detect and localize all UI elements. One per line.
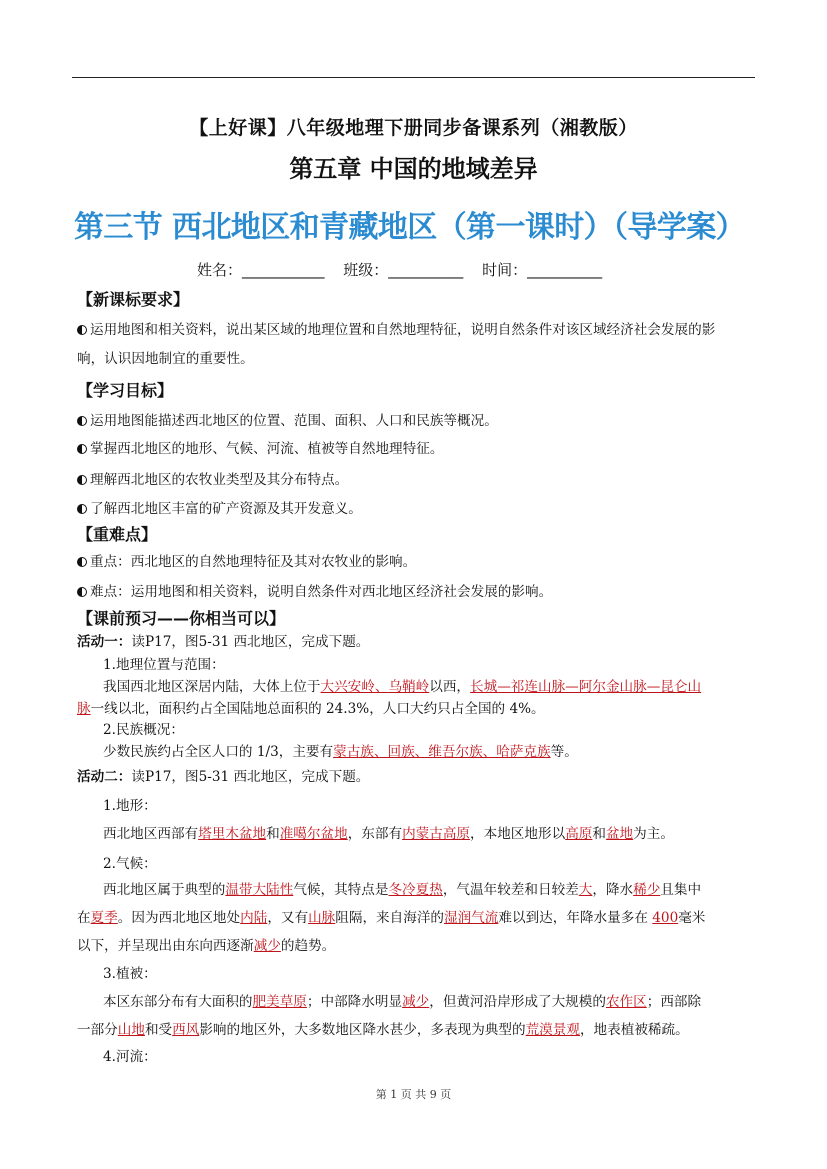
answer-blank: 稀少 bbox=[633, 882, 661, 898]
answer-blank: 湿润气流 bbox=[444, 910, 499, 926]
preview-heading: 【课前预习——你相当可以】 bbox=[77, 609, 286, 628]
line-text: 影响的地区外，大多数地区降水甚少，多表现为典型的 bbox=[199, 1022, 526, 1038]
activity1-location-line: 脉一线以北，面积约占全国陆地总面积的 24.3%，人口大约只占全国的 4%。 bbox=[77, 701, 545, 717]
answer-blank: 荒漠景观 bbox=[525, 1022, 580, 1038]
answer-blank: 脉 bbox=[77, 701, 91, 717]
answer-blank: 高原 bbox=[565, 826, 593, 842]
line-text: 在 bbox=[77, 910, 91, 926]
line-text: 和 bbox=[592, 826, 606, 842]
line-text: 一部分 bbox=[77, 1022, 118, 1038]
line-text: 。因为西北地区地处 bbox=[117, 910, 241, 926]
header-rule bbox=[72, 77, 755, 78]
answer-blank: 内陆 bbox=[240, 910, 268, 926]
curriculum-heading: 【新课标要求】 bbox=[77, 290, 190, 309]
curriculum-line: 运用地图和相关资料，说出某区域的地理位置和自然地理特征，说明自然条件对该区域经济社会发展的影 bbox=[77, 318, 715, 338]
line-text: ，又有 bbox=[267, 910, 309, 926]
answer-blank: 大 bbox=[578, 882, 593, 898]
time-field[interactable]: 时间：__________ bbox=[482, 261, 603, 279]
line-text: 本区东部分布有大面积的 bbox=[103, 994, 253, 1010]
answer-blank: 夏季 bbox=[90, 910, 118, 926]
series-title: 【上好课】八年级地理下册同步备课系列（湘教版） bbox=[189, 117, 638, 139]
page-footer: 第 1 页 共 9 页 bbox=[375, 1088, 452, 1101]
keypoints-heading: 【重难点】 bbox=[77, 525, 158, 544]
bullet-icon bbox=[77, 416, 87, 426]
line-text: ，地表植被稀疏。 bbox=[579, 1022, 689, 1038]
answer-blank: 蒙古族、回族、维吾尔族、哈萨克族 bbox=[333, 744, 551, 760]
activity2-line: 活动二：读P17，图5-31 西北地区，完成下题。 bbox=[77, 769, 370, 785]
answer-blank: 减少 bbox=[402, 994, 430, 1010]
student-info-row bbox=[197, 259, 602, 280]
answer-blank: 准噶尔盆地 bbox=[279, 826, 348, 842]
line-text: ；中部降水明显 bbox=[306, 994, 403, 1010]
answer-blank: 冬冷夏热 bbox=[388, 882, 443, 898]
activity1-sub1-title: 1.地理位置与范围： bbox=[103, 657, 225, 673]
goal-item: 了解西北地区丰富的矿产资源及其开发意义。 bbox=[77, 497, 362, 517]
line-text: 为主。 bbox=[633, 826, 674, 842]
answer-blank: 温带大陆性 bbox=[225, 882, 294, 898]
activity1-location-line: 我国西北地区深居内陆，大体上位于大兴安岭、乌鞘岭以西，长城—祁连山脉—阿尔金山脉—昆仑山 bbox=[103, 679, 702, 695]
activity1-sub2-title: 2.民族概况： bbox=[103, 722, 184, 738]
answer-blank: 山脉 bbox=[308, 910, 336, 926]
line-text: 西北地区属于典型的 bbox=[103, 882, 226, 898]
line-text: 的趋势。 bbox=[280, 938, 336, 954]
chapter-title: 第五章 中国的地域差异 bbox=[289, 155, 538, 183]
answer-blank: 长城—祁连山脉—阿尔金山脉—昆仑山 bbox=[470, 679, 702, 695]
activity2-terrain-title: 1.地形： bbox=[103, 798, 157, 814]
answer-blank: 农作区 bbox=[605, 994, 647, 1010]
answer-blank: 内蒙古高原 bbox=[402, 826, 471, 842]
activity2-climate-line bbox=[77, 912, 705, 926]
goal-item: 运用地图能描述西北地区的位置、范围、面积、人口和民族等概况。 bbox=[77, 409, 498, 429]
line-text: 阻隔，来自海洋的 bbox=[335, 910, 445, 926]
section-title: 第三节 西北地区和青藏地区（第一课时）（导学案） bbox=[74, 210, 746, 245]
activity1-ethnic-line: 少数民族约占全区人口的 1/3，主要有蒙古族、回族、维吾尔族、哈萨克族等。 bbox=[103, 744, 578, 760]
name-field[interactable]: 姓名：___________ bbox=[197, 261, 325, 279]
line-text: ，气温年较差和日较差 bbox=[442, 882, 579, 898]
answer-blank: 盆地 bbox=[605, 826, 634, 842]
activity2-river-title: 4.河流： bbox=[103, 1049, 157, 1065]
line-text: 毫米 bbox=[678, 910, 706, 926]
answer-blank: 大兴安岭、乌鞘岭 bbox=[320, 679, 430, 695]
line-text: 和受 bbox=[144, 1022, 173, 1038]
difficult-point: 难点：运用地图和相关资料，说明自然条件对西北地区经济社会发展的影响。 bbox=[77, 580, 552, 600]
bullet-icon bbox=[77, 325, 87, 335]
activity2-vegetation-line bbox=[77, 1024, 689, 1038]
line-text: 气候，其特点是 bbox=[293, 882, 389, 898]
goal-item: 理解西北地区的农牧业类型及其分布特点。 bbox=[77, 468, 348, 488]
bullet-icon bbox=[77, 557, 87, 567]
activity1-line: 活动一：读P17，图5-31 西北地区，完成下题。 bbox=[77, 634, 370, 650]
answer-blank: 减少 bbox=[253, 938, 281, 954]
bullet-icon bbox=[77, 587, 87, 597]
answer-blank: 山地 bbox=[117, 1022, 145, 1038]
answer-blank: 肥美草原 bbox=[252, 994, 307, 1010]
goals-heading: 【学习目标】 bbox=[77, 381, 174, 400]
line-text: ，东部有 bbox=[347, 826, 403, 842]
line-text: 以下，并呈现出由东向西逐渐 bbox=[77, 938, 254, 954]
line-text: 且集中 bbox=[660, 882, 702, 898]
class-field[interactable]: 班级：__________ bbox=[343, 261, 464, 279]
bullet-icon bbox=[77, 504, 87, 514]
activity2-vegetation-line bbox=[103, 996, 701, 1010]
answer-blank: 塔里木盆地 bbox=[198, 826, 267, 842]
activity2-climate-line bbox=[77, 940, 335, 954]
activity2-terrain-line bbox=[103, 828, 674, 842]
activity2-climate-title: 2.气候： bbox=[103, 856, 157, 872]
line-text: 和 bbox=[266, 826, 280, 842]
activity2-climate-line bbox=[103, 884, 701, 898]
key-point: 重点：西北地区的自然地理特征及其对农牧业的影响。 bbox=[77, 550, 416, 570]
line-text: ，但黄河沿岸形成了大规模的 bbox=[429, 994, 606, 1010]
activity2-vegetation-title: 3.植被： bbox=[103, 966, 157, 982]
line-text: 西北地区西部有 bbox=[103, 826, 199, 842]
bullet-icon bbox=[77, 444, 87, 454]
answer-blank: 西风 bbox=[172, 1022, 200, 1038]
answer-blank: 400 bbox=[652, 910, 679, 926]
line-text: 难以到达，年降水量多在 bbox=[498, 910, 653, 926]
line-text: ，降水 bbox=[592, 882, 634, 898]
goal-item: 掌握西北地区的地形、气候、河流、植被等自然地理特征。 bbox=[77, 437, 443, 457]
bullet-icon bbox=[77, 475, 87, 485]
curriculum-line: 响，认识因地制宜的重要性。 bbox=[77, 351, 254, 367]
line-text: ，本地区地形以 bbox=[470, 826, 566, 842]
line-text: ；西部除 bbox=[646, 994, 702, 1010]
